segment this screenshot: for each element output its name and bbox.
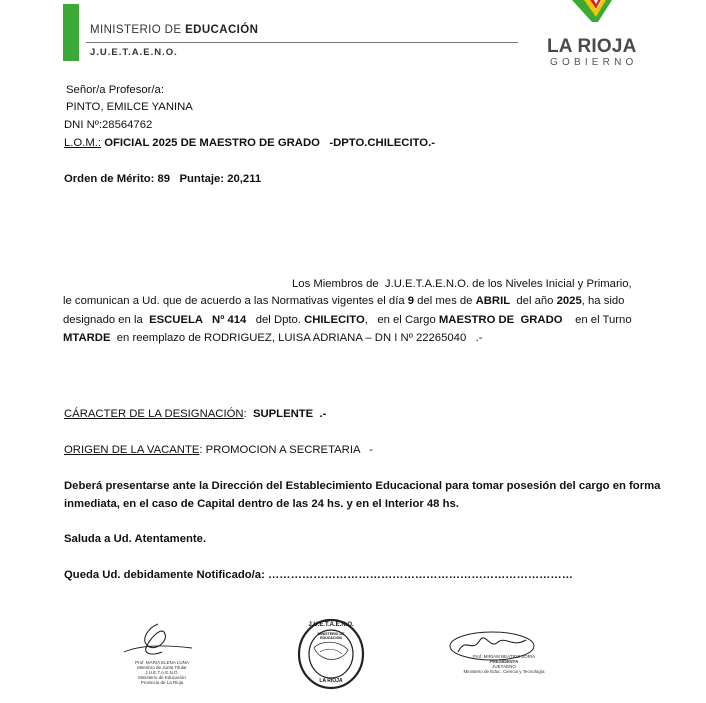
notified-line: Queda Ud. debidamente Notificado/a: ……………………………………………………………………… — [64, 569, 574, 581]
body-line-4: MTARDE en reemplazo de RODRIGUEZ, LUISA ADRIANA – DN I Nº 22265040 .- — [63, 332, 483, 344]
notified-blank: ……………………………………………………………………… — [268, 569, 574, 581]
stamp-top: J.U.E.T.A.E.N.O. — [308, 622, 354, 628]
ministry-name — [90, 24, 258, 36]
header-accent-bar — [63, 4, 79, 61]
body-paragraph — [63, 292, 643, 348]
body-line-3: designado en la ESCUELA Nº 414 del Dpto. CHILECITO, en el Cargo MAESTRO DE GRADO en el Turno — [63, 313, 632, 326]
day-value: 9 — [407, 295, 415, 307]
left-signature-icon — [118, 618, 198, 666]
vacancy-value: : PROMOCION A SECRETARIA - — [199, 444, 374, 456]
unit-name: J.U.E.T.A.E.N.O. — [90, 47, 178, 58]
stamp-bottom: LA RIOJA — [319, 678, 343, 684]
school-value: ESCUELA Nº 414 — [149, 313, 247, 326]
header-rule — [86, 42, 518, 43]
body-intro: Los Miembros de J.U.E.T.A.E.N.O. de los Niveles Inicial y Primario, — [292, 278, 632, 290]
designation-value: SUPLENTE .- — [252, 408, 327, 420]
body-line-2: le comunican a Ud. que de acuerdo a las Normativas vigentes el día 9 del mes de ABRIL del año 2025, ha sido — [63, 295, 625, 307]
ministry-bold: EDUCACIÓN — [185, 24, 259, 36]
ministry-prefix: MINISTERIO DE — [90, 24, 182, 36]
juetaeno-stamp — [296, 618, 366, 690]
designation-label: CÁRACTER DE LA DESIGNACIÓN — [64, 408, 244, 420]
merit-line: Orden de Mérito: 89 Puntaje: 20,211 — [64, 173, 262, 185]
recipient-name: PINTO, EMILCE YANINA — [66, 101, 193, 113]
lom-label: L.O.M.: — [64, 137, 102, 149]
lom-value: OFICIAL 2025 DE MAESTRO DE GRADO -DPTO.CHILECITO.- — [104, 137, 435, 149]
vacancy-line — [64, 443, 373, 457]
logo-subtitle: GOBIERNO — [550, 57, 638, 68]
vacancy-label: ORIGEN DE LA VACANTE — [64, 444, 200, 456]
dept-value: CHILECITO — [304, 313, 365, 326]
closing-greeting: Saluda a Ud. Atentamente. — [64, 533, 207, 545]
logo-name: LA RIOJA — [547, 36, 637, 57]
recipient-dni: DNI Nº:28564762 — [64, 119, 153, 131]
salutation: Señor/a Profesor/a: — [66, 84, 164, 96]
right-signature-caption: Prof. MIRIAM BEATRIZ SORIA PRESIDENTA JUETAENO Ministerio de Educ. Ciencia y Tecnología — [463, 654, 545, 674]
cargo-value: MAESTRO DE GRADO — [438, 313, 563, 326]
turno-value: MTARDE — [63, 332, 111, 344]
stamp-ring: MINISTERIO DE EDUCACIÓN — [317, 632, 345, 640]
instructions-line-2: inmediata, en el caso de Capital dentro de las 24 hs. y en el Interior 48 hs. — [64, 498, 459, 510]
designation-line: CÁRACTER DE LA DESIGNACIÓN: SUPLENTE .- — [64, 408, 327, 420]
instructions-line-1: Deberá presentarse ante la Dirección del Establecimiento Educacional para tomar posesión del cargo en forma — [64, 480, 661, 492]
left-signature-caption: Prof. MARIA ELENA LUNA Miembro de Junta Titular J.U.E.T.A.E.N.O. Ministerio de Educación Provincia de La Rioja — [135, 660, 189, 685]
month-value: ABRIL — [475, 295, 511, 307]
year-value: 2025 — [556, 295, 582, 307]
lom-line — [64, 136, 435, 150]
